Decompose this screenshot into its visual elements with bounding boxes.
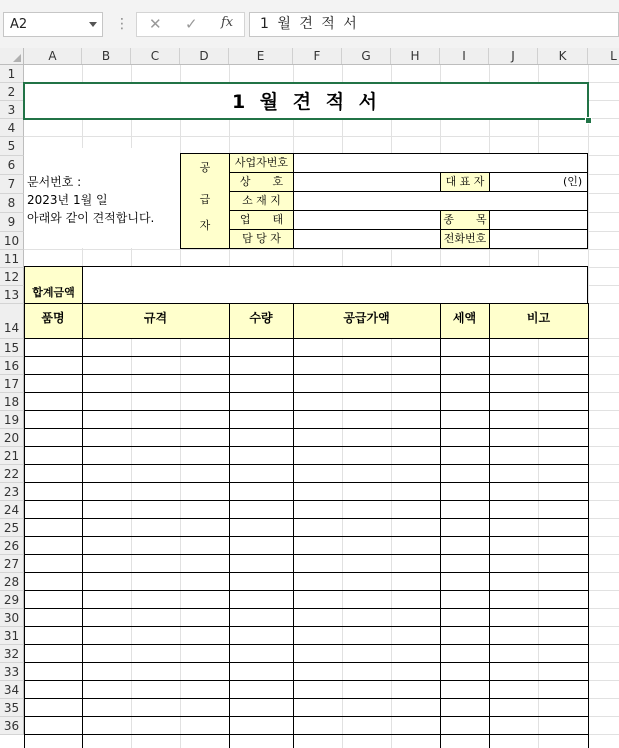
table-hline	[24, 500, 589, 501]
row-header-35[interactable]: 35	[0, 699, 24, 717]
column-header-L[interactable]: L	[588, 48, 619, 64]
intro-text: 아래와 같이 견적합니다.	[27, 211, 155, 225]
column-header-H[interactable]: H	[391, 48, 440, 64]
page-title[interactable]: 1 월 견 적 서	[231, 91, 382, 113]
table-header-5: 비고	[526, 311, 551, 325]
supplier-label-3: 자	[199, 219, 211, 232]
row-header-33[interactable]: 33	[0, 663, 24, 681]
table-header-4: 세액	[452, 311, 477, 325]
row-header-29[interactable]: 29	[0, 591, 24, 609]
table-vline	[82, 303, 83, 748]
row-header-17[interactable]: 17	[0, 375, 24, 393]
row-header-11[interactable]: 11	[0, 250, 24, 268]
table-header-3: 공급가액	[343, 311, 390, 325]
sup-hline-3	[229, 210, 588, 211]
table-hline	[24, 626, 589, 627]
table-vline	[24, 303, 25, 748]
column-header-I[interactable]: I	[440, 48, 489, 64]
table-hline	[24, 374, 589, 375]
row-header-23[interactable]: 23	[0, 483, 24, 501]
column-header-D[interactable]: D	[180, 48, 229, 64]
column-headers	[0, 48, 619, 65]
row-header-4[interactable]: 4	[0, 119, 24, 137]
column-header-B[interactable]: B	[82, 48, 131, 64]
formula-input[interactable]: 1 월 견 적 서	[249, 12, 619, 37]
table-hline	[24, 644, 589, 645]
row-header-5[interactable]: 5	[0, 137, 24, 156]
row-header-21[interactable]: 21	[0, 447, 24, 465]
table-hline	[24, 482, 589, 483]
row-header-2[interactable]: 2	[0, 83, 24, 101]
table-hline	[24, 608, 589, 609]
address-label: 소 재 지	[242, 194, 281, 207]
sup-vline-4	[489, 172, 490, 192]
column-header-G[interactable]: G	[342, 48, 391, 64]
table-header-2: 수량	[249, 311, 273, 325]
name-box[interactable]	[3, 12, 103, 37]
table-hline	[24, 734, 589, 735]
table-hline	[24, 662, 589, 663]
row-header-26[interactable]: 26	[0, 537, 24, 555]
column-header-A[interactable]: A	[24, 48, 82, 64]
selection-border	[23, 82, 589, 120]
supplier-label-2: 급	[199, 193, 211, 206]
table-hline	[24, 356, 589, 357]
row-header-14[interactable]: 14	[0, 304, 24, 339]
column-header-J[interactable]: J	[489, 48, 538, 64]
column-header-K[interactable]: K	[538, 48, 588, 64]
sup-hline-4	[229, 229, 588, 230]
gridline-row	[24, 249, 619, 250]
table-header-1: 규격	[143, 311, 168, 325]
row-header-18[interactable]: 18	[0, 393, 24, 411]
column-header-C[interactable]: C	[131, 48, 180, 64]
seal-text: (인)	[563, 175, 583, 188]
formula-bar	[0, 0, 619, 48]
fill-handle[interactable]	[585, 117, 592, 124]
total-amount-label: 합계금액	[32, 286, 75, 299]
column-header-F[interactable]: F	[293, 48, 342, 64]
manager-label: 담 당 자	[242, 232, 281, 245]
row-header-6[interactable]: 6	[0, 156, 24, 175]
phone-label: 전화번호	[443, 232, 487, 245]
row-header-9[interactable]: 9	[0, 213, 24, 232]
table-vline	[588, 303, 589, 748]
select-all-button[interactable]	[0, 48, 24, 64]
table-hline	[24, 698, 589, 699]
table-hline	[24, 428, 589, 429]
table-vline	[229, 303, 230, 748]
table-hline	[24, 680, 589, 681]
table-header-0: 품명	[41, 311, 65, 325]
cancel-icon[interactable]: ✕	[149, 15, 162, 33]
table-hline	[24, 446, 589, 447]
sup-hline-2	[229, 191, 588, 192]
table-hline	[24, 590, 589, 591]
table-vline	[293, 303, 294, 748]
row-header-19[interactable]: 19	[0, 411, 24, 429]
row-header-34[interactable]: 34	[0, 681, 24, 699]
row-header-13[interactable]: 13	[0, 286, 24, 304]
row-header-24[interactable]: 24	[0, 501, 24, 519]
row-header-10[interactable]: 10	[0, 232, 24, 250]
column-header-E[interactable]: E	[229, 48, 293, 64]
row-header-16[interactable]: 16	[0, 357, 24, 375]
table-hline	[24, 572, 589, 573]
table-hline	[24, 303, 589, 304]
table-hline	[24, 554, 589, 555]
table-hline	[24, 464, 589, 465]
table-vline	[489, 303, 490, 748]
row-header-15[interactable]: 15	[0, 339, 24, 357]
row-header-12[interactable]: 12	[0, 268, 24, 286]
row-header-22[interactable]: 22	[0, 465, 24, 483]
name-box-value: A2	[10, 17, 28, 32]
sup-hline-1	[229, 172, 588, 173]
supplier-label-1: 공	[199, 161, 211, 174]
row-header-20[interactable]: 20	[0, 429, 24, 447]
row-header-7[interactable]: 7	[0, 175, 24, 194]
enter-icon[interactable]: ✓	[185, 15, 198, 33]
table-hline	[24, 392, 589, 393]
row-header-3[interactable]: 3	[0, 101, 24, 119]
table-hline	[24, 536, 589, 537]
row-header-31[interactable]: 31	[0, 627, 24, 645]
item-label: 종 목	[443, 213, 487, 226]
row-header-1[interactable]: 1	[0, 65, 24, 83]
ceo-label: 대 표 자	[445, 175, 485, 188]
business-type-label: 업 태	[239, 213, 284, 226]
table-hline	[24, 410, 589, 411]
date-text: 2023년 1월 일	[27, 193, 108, 207]
biz-number-label: 사업자번호	[234, 156, 289, 169]
table-vline	[440, 303, 441, 748]
row-header-28[interactable]: 28	[0, 573, 24, 591]
more-options-icon[interactable]: ⋮	[115, 16, 129, 32]
row-header-32[interactable]: 32	[0, 645, 24, 663]
table-hline	[24, 716, 589, 717]
row-header-8[interactable]: 8	[0, 194, 24, 213]
doc-number-label: 문서번호 :	[27, 175, 82, 189]
row-header-27[interactable]: 27	[0, 555, 24, 573]
gridline-row	[24, 136, 619, 137]
sup-vline-2	[293, 153, 294, 249]
formula-buttons	[136, 12, 245, 37]
row-header-36[interactable]: 36	[0, 717, 24, 735]
table-hline	[24, 338, 589, 339]
company-label: 상 호	[239, 175, 284, 188]
select-all-icon	[13, 54, 21, 62]
row-header-30[interactable]: 30	[0, 609, 24, 627]
row-header-25[interactable]: 25	[0, 519, 24, 537]
insert-function-icon[interactable]: fx	[221, 15, 234, 30]
chevron-down-icon[interactable]	[89, 22, 97, 27]
table-hline	[24, 518, 589, 519]
